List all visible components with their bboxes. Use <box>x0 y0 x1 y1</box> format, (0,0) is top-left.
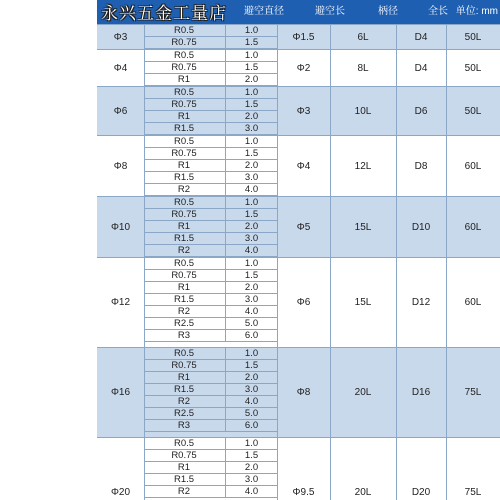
shank-diameter: D4 <box>414 31 428 43</box>
edge-length-value: 6.0 <box>244 420 259 431</box>
corner-radius-value: R1 <box>177 74 191 85</box>
cutter-diameter: Φ4 <box>113 62 128 74</box>
corner-radius-value: R0.5 <box>173 87 195 98</box>
corner-radius-value: R1.5 <box>173 294 195 305</box>
table-row <box>144 306 277 318</box>
cutter-diameter: Φ12 <box>110 297 131 308</box>
table-row-group <box>97 24 500 49</box>
total-length: 75L <box>464 487 482 498</box>
table-row-group <box>97 196 500 257</box>
table-row <box>144 209 277 221</box>
edge-length-value: 4.0 <box>244 184 259 195</box>
bore-length: 8L <box>357 62 369 74</box>
table-row <box>144 408 277 420</box>
total-length: 75L <box>464 387 482 398</box>
edge-length-value: 1.0 <box>244 50 259 61</box>
header-total-length: 全长 <box>428 6 448 17</box>
table-row <box>144 25 277 37</box>
corner-radius-value: R0.75 <box>171 450 197 461</box>
corner-radius-value: R0.5 <box>173 258 195 269</box>
table-row <box>144 294 277 306</box>
bore-diameter: Φ1.5 <box>292 31 315 43</box>
table-row <box>144 62 277 74</box>
header-unit: 单位: mm <box>455 6 498 17</box>
table-row <box>144 330 277 342</box>
table-row <box>144 360 277 372</box>
table-row <box>144 99 277 111</box>
table-row <box>144 184 277 196</box>
corner-radius-value: R0.75 <box>171 37 197 48</box>
table-row <box>144 450 277 462</box>
shank-diameter: D10 <box>411 221 431 233</box>
corner-radius-value: R0.75 <box>171 209 197 220</box>
edge-length-value: 1.5 <box>244 37 259 48</box>
table-row <box>144 197 277 209</box>
table-row-group <box>97 86 500 135</box>
corner-radius-value: R1.5 <box>173 474 195 485</box>
bore-length: 15L <box>354 297 372 308</box>
corner-radius-value: R3 <box>177 330 191 341</box>
header-shank-diameter: 柄径 <box>378 6 398 17</box>
edge-length-value: 1.0 <box>244 25 259 36</box>
shank-diameter: D6 <box>414 105 428 117</box>
edge-length-value: 1.0 <box>244 258 259 269</box>
total-length: 60L <box>464 297 482 308</box>
edge-length-value: 1.0 <box>244 438 259 449</box>
bore-diameter: Φ4 <box>296 160 311 172</box>
table-row <box>144 372 277 384</box>
edge-length-value: 6.0 <box>244 330 259 341</box>
table-row <box>144 486 277 498</box>
edge-length-value: 1.5 <box>244 360 259 371</box>
bore-length: 15L <box>354 221 372 233</box>
cutter-diameter: Φ6 <box>113 105 128 117</box>
bore-diameter: Φ3 <box>296 105 311 117</box>
corner-radius-value: R0.5 <box>173 438 195 449</box>
edge-length-value: 5.0 <box>244 318 259 329</box>
table-row <box>144 111 277 123</box>
edge-length-value: 1.5 <box>244 450 259 461</box>
spec-table <box>97 24 500 500</box>
shank-diameter: D12 <box>411 297 431 308</box>
corner-radius-value: R1 <box>177 160 191 171</box>
edge-length-value: 3.0 <box>244 123 259 134</box>
bore-diameter: Φ9.5 <box>292 487 315 498</box>
corner-radius-value: R0.75 <box>171 99 197 110</box>
corner-radius-value: R2.5 <box>173 408 195 419</box>
edge-length-value: 1.0 <box>244 136 259 147</box>
table-row <box>144 438 277 450</box>
total-length: 50L <box>464 31 482 43</box>
edge-length-value: 4.0 <box>244 245 259 256</box>
table-row <box>144 384 277 396</box>
edge-length-value: 2.0 <box>244 221 259 232</box>
table-row-group <box>97 437 500 500</box>
table-row <box>144 462 277 474</box>
total-length: 50L <box>464 62 482 74</box>
bore-length: 10L <box>354 105 372 117</box>
table-row <box>144 318 277 330</box>
bore-length: 20L <box>354 487 372 498</box>
table-row <box>144 221 277 233</box>
total-length: 60L <box>464 160 482 172</box>
bore-diameter: Φ5 <box>296 221 311 233</box>
edge-length-value: 5.0 <box>244 408 259 419</box>
cutter-diameter: Φ8 <box>113 160 128 172</box>
shank-diameter: D16 <box>411 387 431 398</box>
corner-radius-value: R1 <box>177 372 191 383</box>
corner-radius-value: R1.5 <box>173 123 195 134</box>
edge-length-value: 3.0 <box>244 384 259 395</box>
shop-watermark: 永兴五金工量店 <box>101 4 227 24</box>
table-row <box>144 50 277 62</box>
edge-length-value: 2.0 <box>244 282 259 293</box>
edge-length-value: 1.0 <box>244 87 259 98</box>
corner-radius-value: R2 <box>177 184 191 195</box>
table-row <box>144 348 277 360</box>
table-row <box>144 37 277 49</box>
edge-length-value: 1.5 <box>244 62 259 73</box>
edge-length-value: 3.0 <box>244 294 259 305</box>
edge-length-value: 1.0 <box>244 197 259 208</box>
edge-length-value: 4.0 <box>244 306 259 317</box>
corner-radius-value: R1 <box>177 282 191 293</box>
bore-length: 6L <box>357 31 369 43</box>
corner-radius-value: R0.75 <box>171 360 197 371</box>
edge-length-value: 1.5 <box>244 270 259 281</box>
corner-radius-value: R3 <box>177 420 191 431</box>
bore-length: 20L <box>354 387 372 398</box>
edge-length-value: 1.5 <box>244 209 259 220</box>
edge-length-value: 3.0 <box>244 233 259 244</box>
table-row <box>144 270 277 282</box>
table-row-group <box>97 49 500 86</box>
edge-length-value: 1.5 <box>244 99 259 110</box>
corner-radius-value: R0.5 <box>173 197 195 208</box>
table-row <box>144 282 277 294</box>
edge-length-value: 4.0 <box>244 486 259 497</box>
corner-radius-value: R1 <box>177 221 191 232</box>
table-row <box>144 87 277 99</box>
table-row <box>144 233 277 245</box>
corner-radius-value: R1 <box>177 462 191 473</box>
header-bore-length: 避空长 <box>315 6 345 17</box>
corner-radius-value: R1.5 <box>173 233 195 244</box>
cutter-diameter: Φ10 <box>110 221 131 233</box>
corner-radius-value: R0.5 <box>173 50 195 61</box>
corner-radius-value: R0.75 <box>171 270 197 281</box>
table-row-group <box>97 257 500 347</box>
bore-diameter: Φ8 <box>296 387 311 398</box>
edge-length-value: 3.0 <box>244 172 259 183</box>
cutter-diameter: Φ3 <box>113 31 128 43</box>
corner-radius-value: R0.75 <box>171 148 197 159</box>
header-bore-diameter: 避空直径 <box>244 6 284 17</box>
edge-length-value: 3.0 <box>244 474 259 485</box>
edge-length-value: 4.0 <box>244 396 259 407</box>
edge-length-value: 2.0 <box>244 111 259 122</box>
shank-diameter: D8 <box>414 160 428 172</box>
table-row <box>144 172 277 184</box>
edge-length-value: 1.5 <box>244 148 259 159</box>
total-length: 50L <box>464 105 482 117</box>
table-row <box>144 136 277 148</box>
cutter-diameter: Φ20 <box>110 487 131 498</box>
total-length: 60L <box>464 221 482 233</box>
table-row <box>144 474 277 486</box>
bore-length: 12L <box>354 160 372 172</box>
corner-radius-value: R0.5 <box>173 348 195 359</box>
corner-radius-value: R2 <box>177 245 191 256</box>
corner-radius-value: R2.5 <box>173 318 195 329</box>
corner-radius-value: R1.5 <box>173 384 195 395</box>
corner-radius-value: R0.5 <box>173 25 195 36</box>
corner-radius-value: R2 <box>177 306 191 317</box>
corner-radius-value: R0.5 <box>173 136 195 147</box>
edge-length-value: 1.0 <box>244 348 259 359</box>
table-row <box>144 123 277 135</box>
table-row-group <box>97 135 500 196</box>
shank-diameter: D20 <box>411 487 431 498</box>
corner-radius-value: R2 <box>177 396 191 407</box>
corner-radius-value: R2 <box>177 486 191 497</box>
shank-diameter: D4 <box>414 62 428 74</box>
edge-length-value: 2.0 <box>244 462 259 473</box>
table-row <box>144 258 277 270</box>
table-row <box>144 420 277 432</box>
table-row <box>144 160 277 172</box>
table-row <box>144 245 277 257</box>
corner-radius-value: R0.75 <box>171 62 197 73</box>
corner-radius-value: R1 <box>177 111 191 122</box>
table-row <box>144 74 277 86</box>
edge-length-value: 2.0 <box>244 372 259 383</box>
table-row <box>144 148 277 160</box>
corner-radius-value: R1.5 <box>173 172 195 183</box>
table-row <box>144 396 277 408</box>
bore-diameter: Φ6 <box>296 297 311 308</box>
table-row-group <box>97 347 500 437</box>
edge-length-value: 2.0 <box>244 74 259 85</box>
cutter-diameter: Φ16 <box>110 387 131 398</box>
bore-diameter: Φ2 <box>296 62 311 74</box>
edge-length-value: 2.0 <box>244 160 259 171</box>
